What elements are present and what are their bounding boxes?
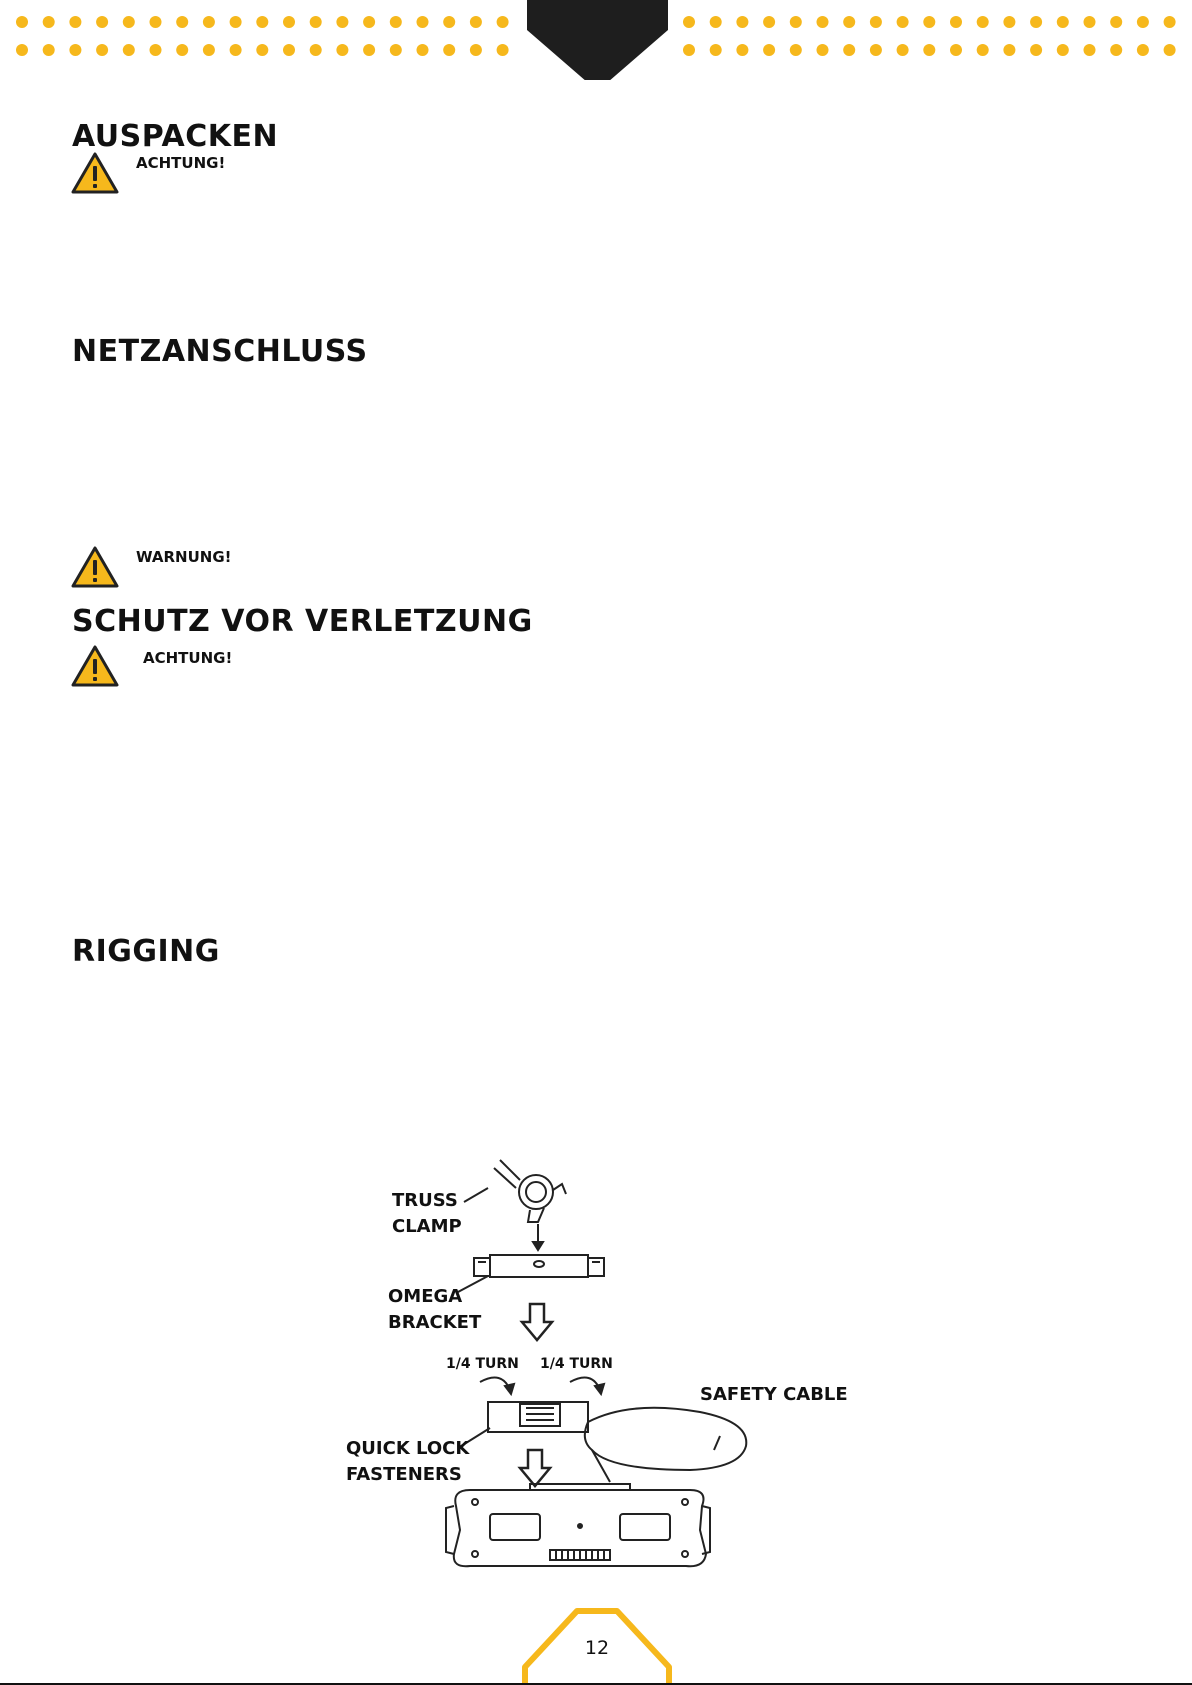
label-turn-left: 1/4 TURN xyxy=(446,1356,519,1372)
leader-omega-bracket xyxy=(458,1276,488,1292)
label-turn-right: 1/4 TURN xyxy=(540,1356,613,1372)
fixture-illustration xyxy=(446,1484,710,1566)
decorative-dot xyxy=(683,44,695,56)
bracket-with-quick-locks xyxy=(488,1402,588,1432)
decorative-dot xyxy=(497,16,509,28)
decorative-dot xyxy=(16,16,28,28)
decorative-dot xyxy=(43,44,55,56)
decorative-dot xyxy=(817,44,829,56)
decorative-dot xyxy=(1110,44,1122,56)
decorative-dot xyxy=(710,16,722,28)
decorative-dot xyxy=(310,16,322,28)
decorative-dot xyxy=(16,44,28,56)
decorative-dot xyxy=(790,44,802,56)
warning-label: WARNUNG! xyxy=(136,548,232,566)
hollow-down-arrow xyxy=(520,1450,550,1486)
label-safety-cable: SAFETY CABLE xyxy=(700,1384,848,1405)
decorative-dot xyxy=(150,16,162,28)
decorative-dot xyxy=(710,44,722,56)
decorative-dot xyxy=(336,16,348,28)
decorative-dot xyxy=(1084,16,1096,28)
decorative-dot xyxy=(1030,16,1042,28)
decorative-dot xyxy=(176,44,188,56)
label-quick-lock: QUICK LOCK xyxy=(346,1438,470,1459)
decorative-dot xyxy=(283,44,295,56)
decorative-dot xyxy=(310,44,322,56)
decorative-dot xyxy=(256,16,268,28)
turn-arrow-left-head xyxy=(505,1384,514,1394)
arrow-head xyxy=(533,1242,543,1250)
warning-triangle-icon xyxy=(71,645,119,687)
decorative-dot xyxy=(123,16,135,28)
section-title-power: NETZANSCHLUSS xyxy=(72,334,368,369)
warning-triangle-icon xyxy=(71,546,119,588)
decorative-dot xyxy=(897,44,909,56)
decorative-dot xyxy=(1003,16,1015,28)
decorative-dot xyxy=(256,44,268,56)
decorative-dot xyxy=(1003,44,1015,56)
decorative-dot xyxy=(870,44,882,56)
decorative-dot xyxy=(870,16,882,28)
decorative-dot xyxy=(843,44,855,56)
decorative-dot xyxy=(763,44,775,56)
header-tab xyxy=(527,0,668,80)
decorative-dot xyxy=(497,44,509,56)
decorative-dot xyxy=(203,44,215,56)
rigging-diagram xyxy=(330,1150,860,1580)
label-fasteners: FASTENERS xyxy=(346,1464,462,1485)
caution-label: ACHTUNG! xyxy=(143,649,233,667)
decorative-dot xyxy=(390,44,402,56)
decorative-dot xyxy=(230,44,242,56)
decorative-dot xyxy=(417,16,429,28)
safety-cable-loop xyxy=(585,1408,746,1470)
decorative-dot xyxy=(1030,44,1042,56)
decorative-dot xyxy=(763,16,775,28)
decorative-dot xyxy=(470,44,482,56)
decorative-dot xyxy=(43,16,55,28)
leader-safety-cable xyxy=(714,1436,720,1450)
page-number: 12 xyxy=(584,1637,610,1659)
decorative-dot xyxy=(470,16,482,28)
decorative-dot xyxy=(950,16,962,28)
decorative-dot xyxy=(150,44,162,56)
decorative-dot xyxy=(363,16,375,28)
decorative-dot xyxy=(736,16,748,28)
decorative-dot xyxy=(977,16,989,28)
label-clamp: CLAMP xyxy=(392,1216,462,1237)
warning-triangle-icon xyxy=(71,152,119,194)
header-dot-band xyxy=(0,0,1192,80)
omega-bracket-illustration xyxy=(474,1255,604,1277)
label-truss: TRUSS xyxy=(392,1190,458,1211)
decorative-dot xyxy=(1110,16,1122,28)
decorative-dot xyxy=(817,16,829,28)
safety-cable-drop xyxy=(592,1450,610,1482)
decorative-dot xyxy=(1137,16,1149,28)
decorative-dot xyxy=(790,16,802,28)
decorative-dot xyxy=(123,44,135,56)
decorative-dot xyxy=(203,16,215,28)
decorative-dot xyxy=(283,16,295,28)
decorative-dot xyxy=(230,16,242,28)
decorative-dot xyxy=(1164,16,1176,28)
decorative-dot xyxy=(363,44,375,56)
decorative-dot xyxy=(923,16,935,28)
label-omega: OMEGA xyxy=(388,1286,463,1307)
decorative-dot xyxy=(69,16,81,28)
section-title-unpacking: AUSPACKEN xyxy=(72,119,279,154)
decorative-dot xyxy=(897,16,909,28)
decorative-dot xyxy=(336,44,348,56)
decorative-dot xyxy=(176,16,188,28)
decorative-dot xyxy=(96,16,108,28)
label-bracket: BRACKET xyxy=(388,1312,482,1333)
decorative-dot xyxy=(1057,44,1069,56)
truss-clamp-illustration xyxy=(494,1160,566,1222)
hollow-down-arrow xyxy=(522,1304,552,1340)
decorative-dot xyxy=(977,44,989,56)
caution-label: ACHTUNG! xyxy=(136,154,226,172)
decorative-dot xyxy=(1164,44,1176,56)
decorative-dot xyxy=(96,44,108,56)
section-title-rigging: RIGGING xyxy=(72,934,220,969)
decorative-dot xyxy=(923,44,935,56)
decorative-dot xyxy=(443,44,455,56)
decorative-dot xyxy=(443,16,455,28)
decorative-dot xyxy=(1057,16,1069,28)
leader-truss-clamp xyxy=(464,1188,488,1202)
turn-arrow-right-head xyxy=(595,1384,604,1394)
decorative-dot xyxy=(683,16,695,28)
decorative-dot xyxy=(736,44,748,56)
decorative-dot xyxy=(950,44,962,56)
section-title-protection: SCHUTZ VOR VERLETZUNG xyxy=(72,604,533,639)
decorative-dot xyxy=(1084,44,1096,56)
decorative-dot xyxy=(1137,44,1149,56)
decorative-dot xyxy=(390,16,402,28)
decorative-dot xyxy=(69,44,81,56)
decorative-dot xyxy=(843,16,855,28)
decorative-dot xyxy=(417,44,429,56)
